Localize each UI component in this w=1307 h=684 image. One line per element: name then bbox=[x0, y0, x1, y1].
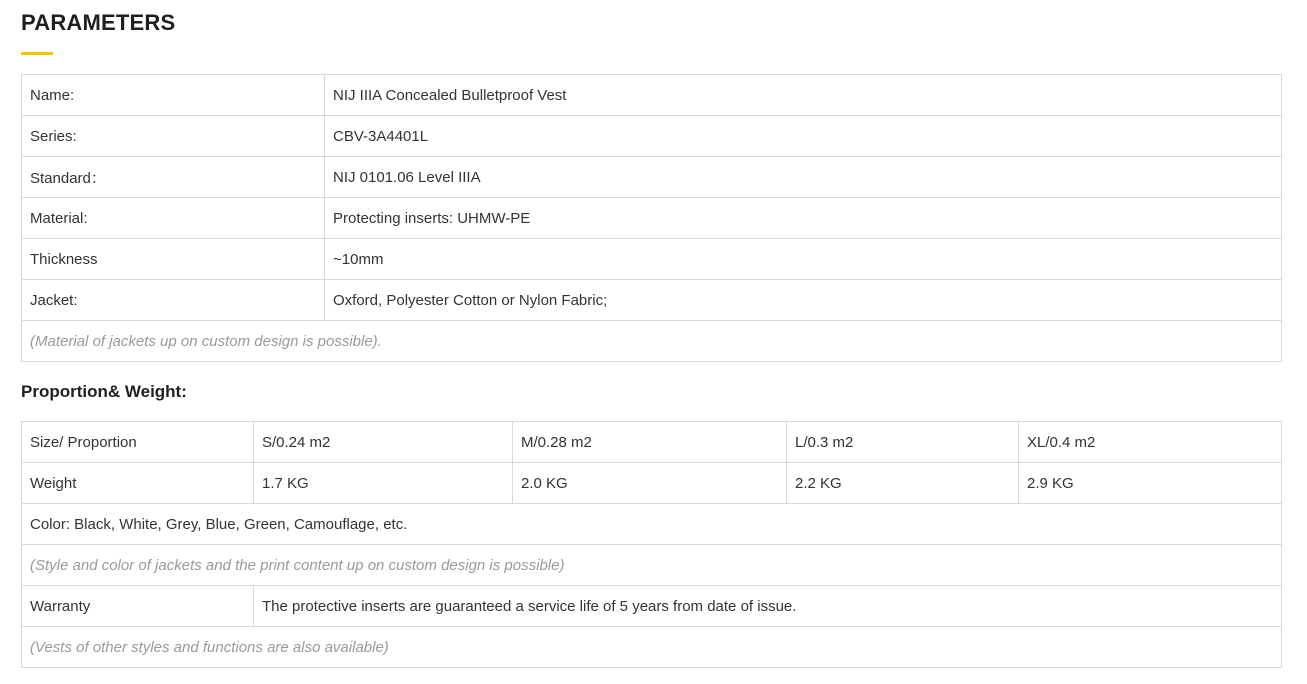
table-row bbox=[22, 157, 1282, 198]
other-styles-note: (Vests of other styles and functions are also available) bbox=[22, 627, 1282, 668]
table-row bbox=[22, 627, 1282, 668]
size-value-m: M/0.28 m2 bbox=[513, 422, 787, 463]
parameters-table bbox=[21, 74, 1282, 362]
param-value-standard: NIJ 0101.06 Level IIIA bbox=[325, 157, 1282, 198]
param-label-material: Material: bbox=[22, 198, 325, 239]
weight-value-m: 2.0 KG bbox=[513, 463, 787, 504]
size-value-xl: XL/0.4 m2 bbox=[1019, 422, 1282, 463]
color-custom-note: (Style and color of jackets and the print content up on custom design is possible) bbox=[22, 545, 1282, 586]
table-row bbox=[22, 239, 1282, 280]
weight-value-xl: 2.9 KG bbox=[1019, 463, 1282, 504]
jacket-material-note: (Material of jackets up on custom design is possible). bbox=[22, 321, 1282, 362]
param-label-thickness: Thickness bbox=[22, 239, 325, 280]
proportion-weight-table bbox=[21, 421, 1282, 668]
param-value-thickness: ~10mm bbox=[325, 239, 1282, 280]
param-value-jacket: Oxford, Polyester Cotton or Nylon Fabric; bbox=[325, 280, 1282, 321]
table-row bbox=[22, 504, 1282, 545]
color-options: Color: Black, White, Grey, Blue, Green, Camouflage, etc. bbox=[22, 504, 1282, 545]
size-value-l: L/0.3 m2 bbox=[787, 422, 1019, 463]
proportion-heading: Proportion& Weight: bbox=[21, 382, 187, 401]
param-label-jacket: Jacket: bbox=[22, 280, 325, 321]
param-label-name: Name: bbox=[22, 75, 325, 116]
param-label-series: Series: bbox=[22, 116, 325, 157]
page-title: PARAMETERS bbox=[21, 10, 176, 35]
weight-value-l: 2.2 KG bbox=[787, 463, 1019, 504]
weight-value-s: 1.7 KG bbox=[254, 463, 513, 504]
param-value-name: NIJ IIIA Concealed Bulletproof Vest bbox=[325, 75, 1282, 116]
title-underline-accent bbox=[21, 52, 53, 55]
table-row bbox=[22, 198, 1282, 239]
table-row bbox=[22, 321, 1282, 362]
param-label-standard: Standard： bbox=[22, 157, 325, 198]
param-value-material: Protecting inserts: UHMW-PE bbox=[325, 198, 1282, 239]
weight-label: Weight bbox=[22, 463, 254, 504]
size-value-s: S/0.24 m2 bbox=[254, 422, 513, 463]
table-row bbox=[22, 422, 1282, 463]
table-row bbox=[22, 586, 1282, 627]
warranty-label: Warranty bbox=[22, 586, 254, 627]
table-row bbox=[22, 463, 1282, 504]
table-row bbox=[22, 116, 1282, 157]
size-proportion-label: Size/ Proportion bbox=[22, 422, 254, 463]
table-row bbox=[22, 545, 1282, 586]
table-row bbox=[22, 280, 1282, 321]
param-value-series: CBV-3A4401L bbox=[325, 116, 1282, 157]
table-row bbox=[22, 75, 1282, 116]
warranty-value: The protective inserts are guaranteed a service life of 5 years from date of issue. bbox=[254, 586, 1282, 627]
